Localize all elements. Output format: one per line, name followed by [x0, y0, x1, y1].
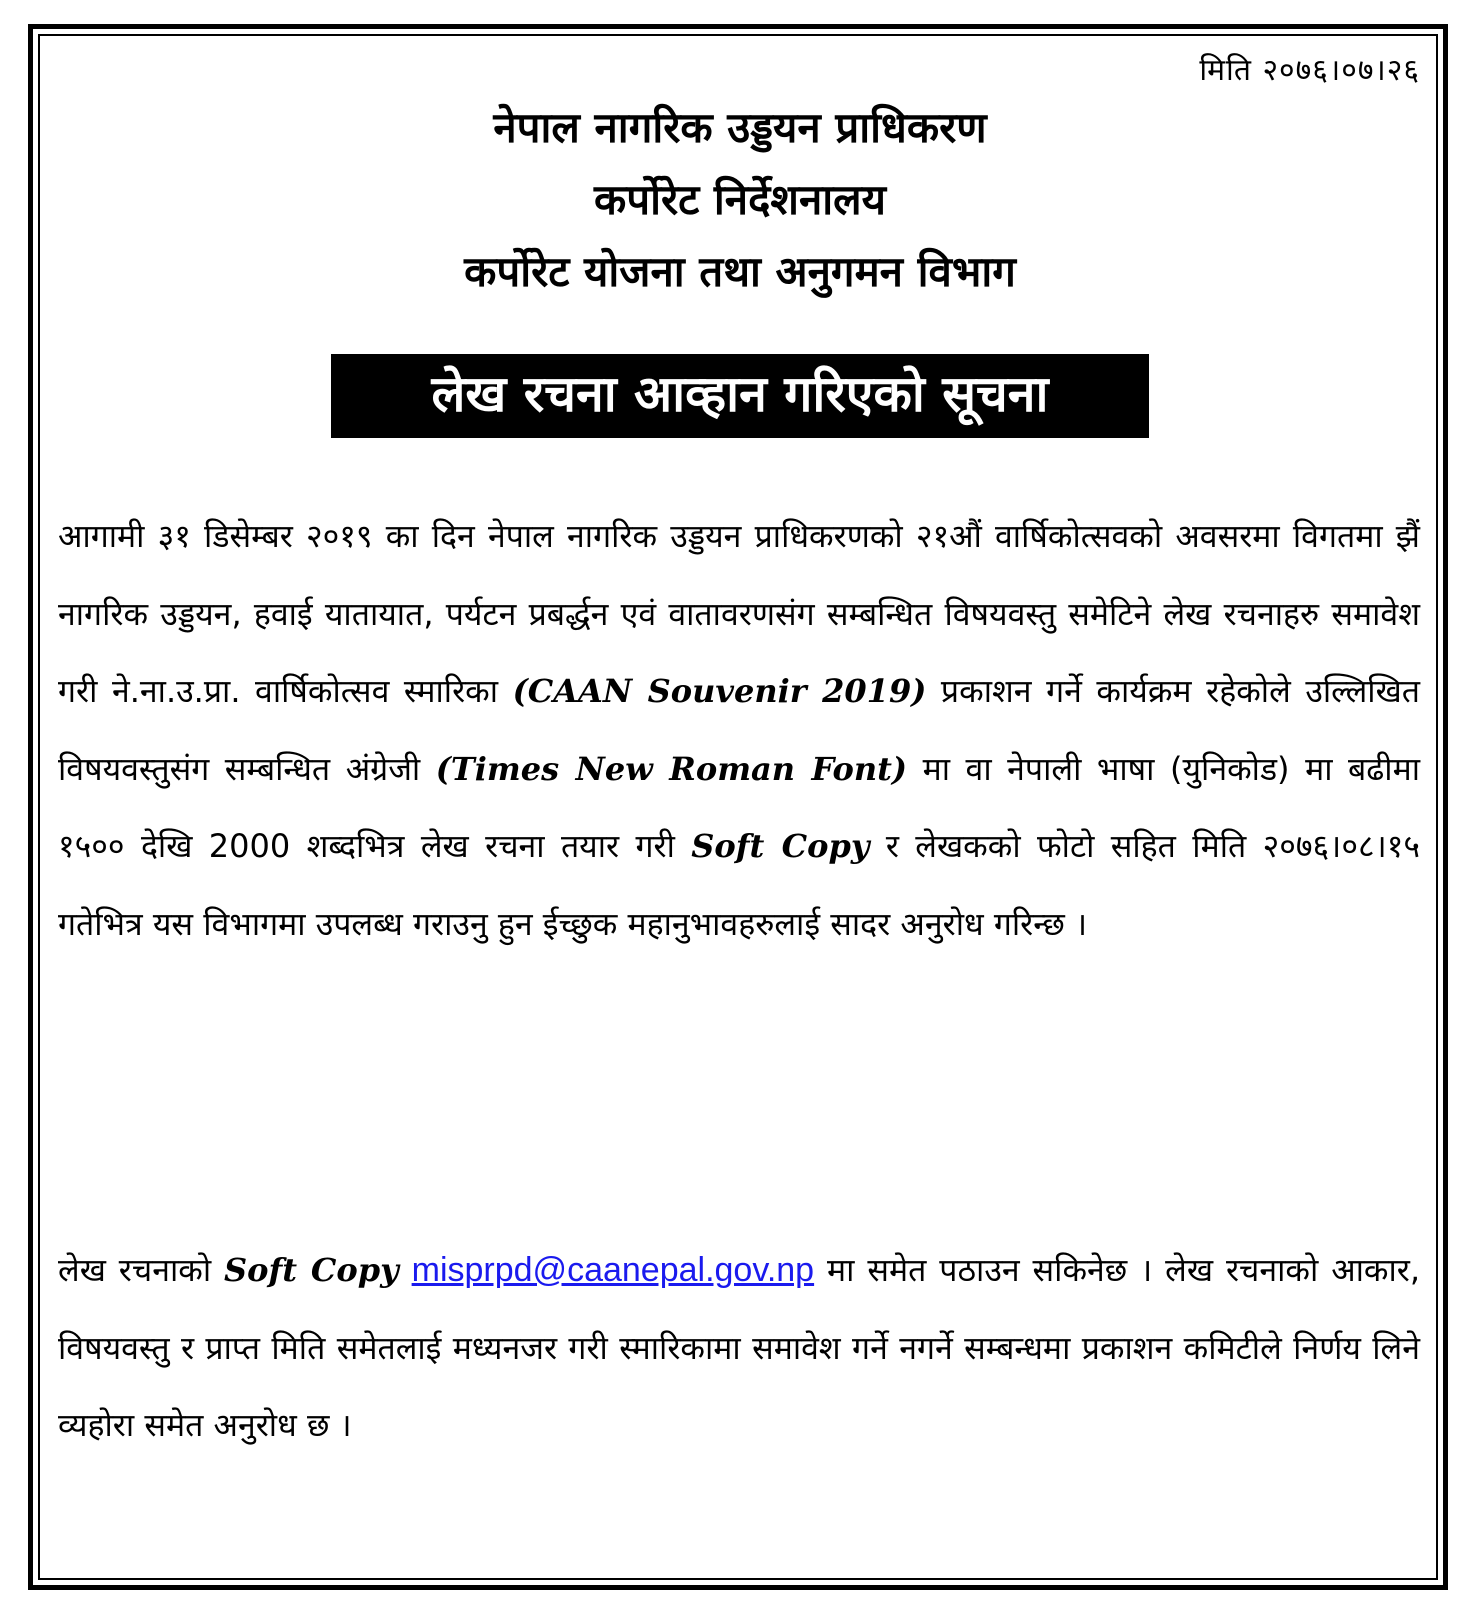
notice-paragraph-2: [58, 1232, 1420, 1465]
notice-title: लेख रचना आव्हान गरिएको सूचना: [331, 354, 1149, 438]
notice-date: मिति २०७६।०७।२६: [1199, 53, 1420, 88]
paragraph-1-text-b: प्रकाशन गर्ने कार्यक्रम रहेकोले उल्लिखित विषयवस्तुसंग सम्बन्धित अंग्रेजी: [58, 672, 1420, 788]
notice-paragraph-1: [58, 498, 1420, 963]
directorate-name: कर्पोरेट निर्देशनालय: [593, 175, 887, 224]
paragraph-1-text-c: मा वा नेपाली भाषा (युनिकोड) मा बढीमा १५०० देखि 2000 शब्दभित्र लेख रचना तयार गरी: [58, 749, 1421, 865]
organization-name: नेपाल नागरिक उड्डयन प्राधिकरण: [493, 103, 987, 152]
paragraph-1-text-d: र लेखकको फोटो सहित मिति २०७६।०८।१५ गतेभित्र यस विभागमा उपलब्ध गराउनु हुन ईच्छुक महानुभावहरुलाई सादर अनुरोध गरिन्छ ।: [58, 827, 1421, 943]
paragraph-2-text-a: लेख रचनाको: [58, 1251, 225, 1289]
notice-title-container: [40, 354, 1440, 438]
paragraph-1-text-a: आगामी ३१ डिसेम्बर २०१९ का दिन नेपाल नागरिक उड्डयन प्राधिकरणको २१औं वार्षिकोत्सवको अवसरमा विगतमा झैं नागरिक उड्डयन, हवाई यातायात, पर्यटन प्रबर्द्धन एवं वातावरणसंग सम्बन्धित विषयवस्तु समेटिने लेख रचनाहरु समावेश गरी ने.ना.उ.प्रा. वार्षिकोत्सव स्मारिका: [58, 517, 1420, 710]
soft-copy-label-2: Soft Copy: [224, 1251, 399, 1289]
soft-copy-label: Soft Copy: [691, 827, 870, 865]
email-link[interactable]: misprpd@caanepal.gov.np: [411, 1251, 815, 1289]
font-requirement-english: (Times New Roman Font): [435, 749, 908, 788]
souvenir-title-english: (CAAN Souvenir 2019): [512, 672, 927, 710]
organization-header: [40, 92, 1440, 308]
department-name: कर्पोरेट योजना तथा अनुगमन विभाग: [464, 247, 1016, 296]
paragraph-2-text-b: मा समेत पठाउन सकिनेछ । लेख रचनाको आकार, विषयवस्तु र प्राप्त मिति समेतलाई मध्यनजर गरी स्मारिकामा समावेश गर्ने नगर्ने सम्बन्धमा प्रकाशन कमिटीले निर्णय लिने व्यहोरा समेत अनुरोध छ ।: [58, 1251, 1421, 1444]
